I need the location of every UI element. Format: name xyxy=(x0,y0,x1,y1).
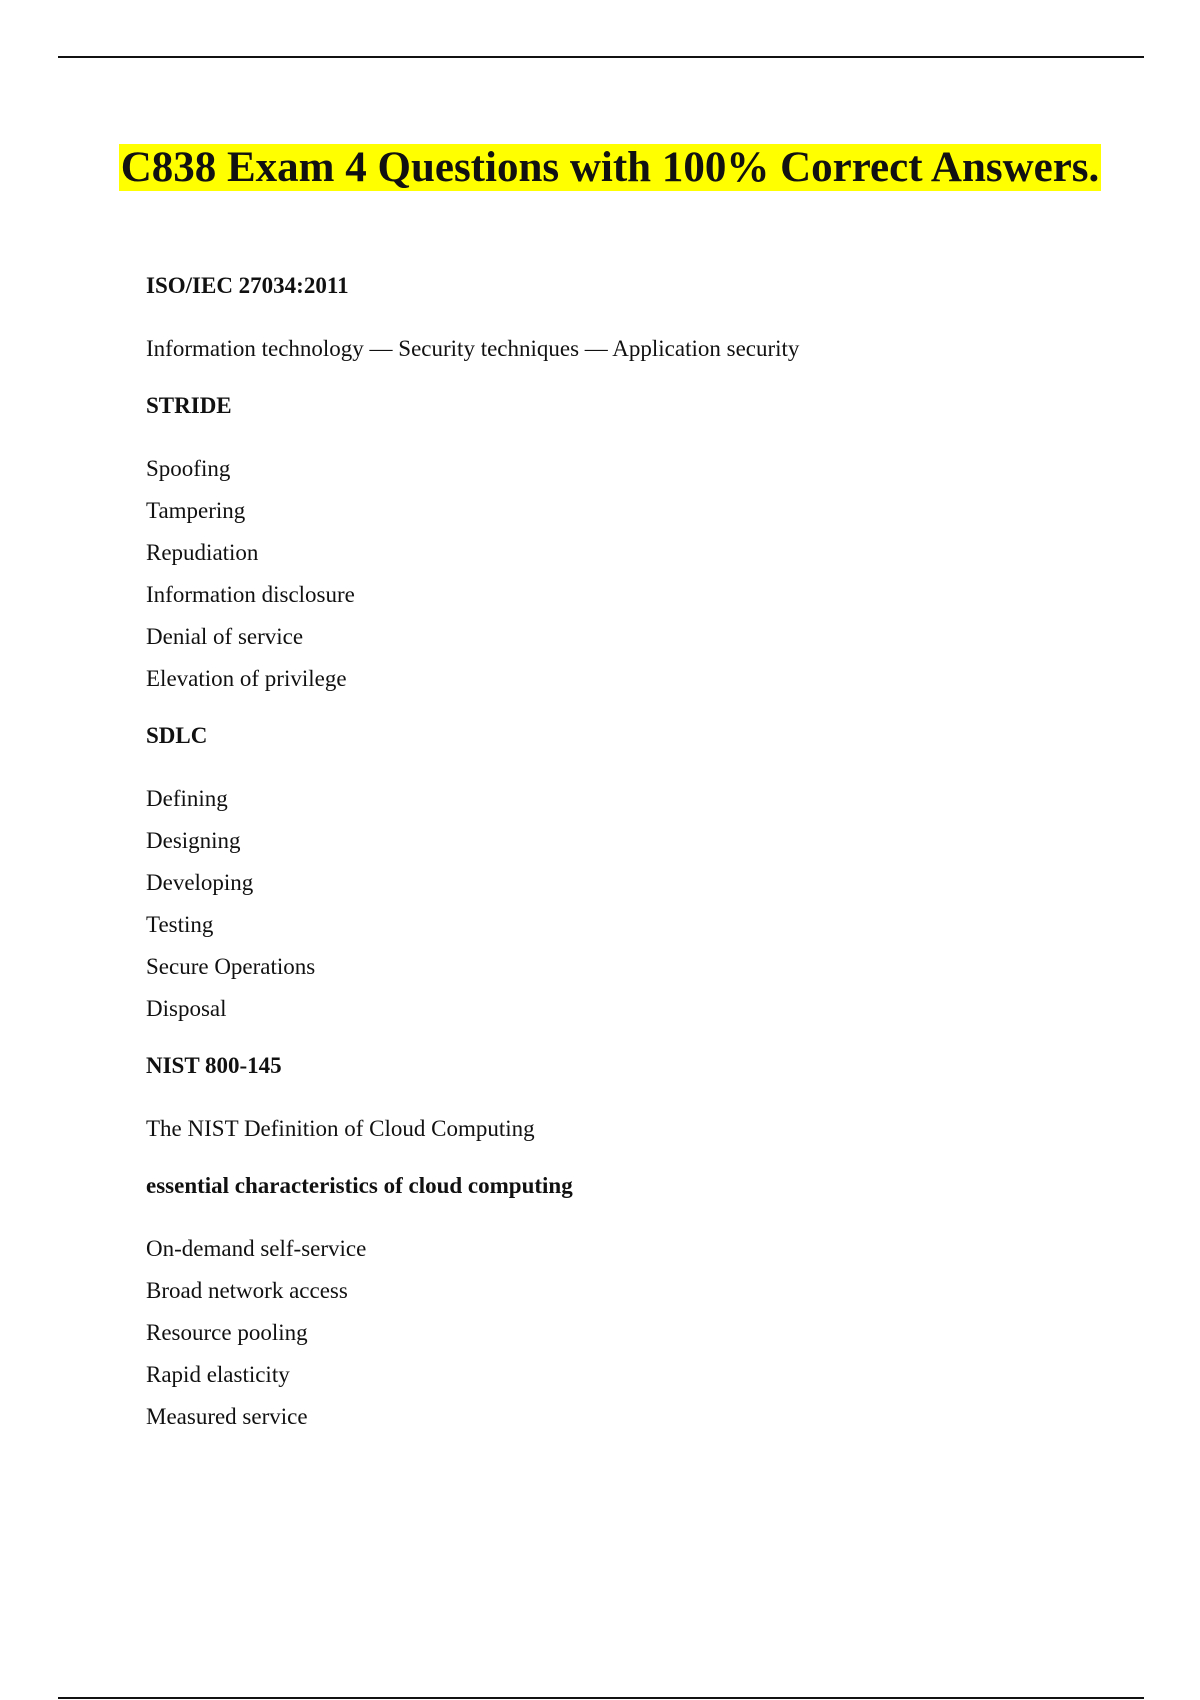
answer-item: Developing xyxy=(146,870,254,895)
answer-item: Testing xyxy=(146,912,214,937)
answer-list xyxy=(146,1228,1126,1438)
section-heading: SDLC xyxy=(146,723,208,748)
answer-list xyxy=(146,448,1126,700)
footer-rule xyxy=(58,1697,1144,1699)
section-nist-800-145 xyxy=(146,1050,1126,1150)
answer-item: Defining xyxy=(146,786,228,811)
answer-item: Designing xyxy=(146,828,241,853)
section-stride xyxy=(146,390,1126,700)
answer-item: Information technology — Security techniques — Application security xyxy=(146,336,800,361)
answer-item: Measured service xyxy=(146,1404,308,1429)
answer-list xyxy=(146,328,1126,370)
section-sdlc xyxy=(146,720,1126,1030)
title-highlight: C838 Exam 4 Questions with 100% Correct Answers. xyxy=(120,144,1100,191)
section-cloud-characteristics xyxy=(146,1170,1126,1438)
answer-item: On-demand self-service xyxy=(146,1236,367,1261)
answer-item: Disposal xyxy=(146,996,227,1021)
answer-item: Information disclosure xyxy=(146,582,355,607)
answer-item: Repudiation xyxy=(146,540,259,565)
section-heading: NIST 800-145 xyxy=(146,1053,282,1078)
document-title xyxy=(110,140,1110,195)
section-iso-iec-27034 xyxy=(146,270,1126,370)
section-heading: essential characteristics of cloud computing xyxy=(146,1173,573,1198)
answer-list xyxy=(146,1108,1126,1150)
answer-item: The NIST Definition of Cloud Computing xyxy=(146,1116,535,1141)
answer-item: Secure Operations xyxy=(146,954,316,979)
section-heading: STRIDE xyxy=(146,393,232,418)
document-body xyxy=(146,270,1126,1458)
answer-item: Denial of service xyxy=(146,624,304,649)
answer-item: Spoofing xyxy=(146,456,231,481)
header-rule xyxy=(58,56,1144,58)
answer-item: Rapid elasticity xyxy=(146,1362,290,1387)
answer-item: Elevation of privilege xyxy=(146,666,347,691)
answer-list xyxy=(146,778,1126,1030)
section-heading: ISO/IEC 27034:2011 xyxy=(146,273,349,298)
answer-item: Broad network access xyxy=(146,1278,348,1303)
answer-item: Resource pooling xyxy=(146,1320,308,1345)
answer-item: Tampering xyxy=(146,498,246,523)
